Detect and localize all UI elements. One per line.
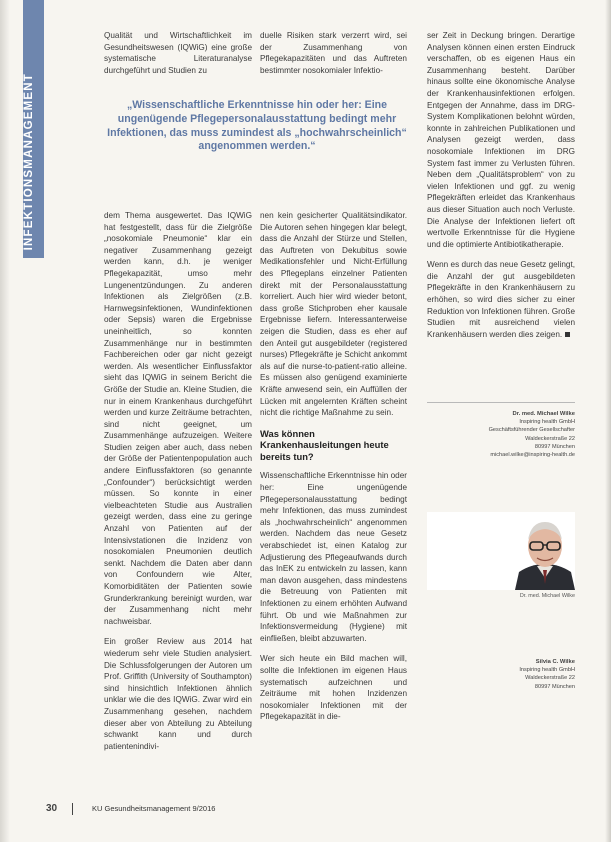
author-line: michael.wilke@inspiring-health.de xyxy=(490,452,575,459)
paragraph: ser Zeit in Deckung bringen. Derartige Analysen können einen ersten Eindruck verschaffen, ob es eigenen Haus ein Zusammenhang besteht. Darüber hinaus sollte eine ökonomische Analyse der Krankenhausinfektionen erfolgen. Entgegen der Annahme, dass im DRG-System Komplikationen belohnt würden, konnte in zahlreichen Publikationen und Analysen gezeigt werden, dass nosokomiale Infektionen im DRG System fast immer zu Verlusten führen. Neben dem „Qualitätsproblem“ von zu vielen Infektionen und ggf. zu wenig Pflegekräften erleidet das Krankenhaus aus dieser Situation auch noch Verluste. Die Analyse der Infektionen liefert oft wertvolle Erkenntnisse für die Hygiene und die optimierte Antibiotikatherapie. xyxy=(427,31,575,249)
footer-separator xyxy=(72,803,73,815)
column-1-top xyxy=(104,30,252,85)
page-edge-shadow xyxy=(605,0,611,842)
author-line: 80997 München xyxy=(534,683,575,690)
paragraph: Wer sich heute ein Bild machen will, sollte die Infektionen im eigenen Haus systematisch aufzeichnen und Zeiträume mit hohen Inzidenzen nosokomialer Infektionen mit der Pflegekapazität in die- xyxy=(260,654,407,722)
paragraph: duelle Risiken stark verzerrt wird, sei der Zusammenhang von Pflegekapazitäten und das Auftreten bestimmter nosokomialer Infektio- xyxy=(260,31,407,75)
article-end-mark xyxy=(565,332,570,337)
author-line: Inspiring health GmbH xyxy=(519,419,575,426)
author-line: Inspiring health GmbH xyxy=(519,667,575,674)
portrait-image xyxy=(427,512,575,590)
author-line: Geschäftsführender Gesellschafter xyxy=(488,427,575,434)
page-fold-shadow xyxy=(0,0,10,842)
magazine-issue: KU Gesundheitsmanagement 9/2016 xyxy=(92,804,216,813)
paragraph xyxy=(427,259,575,340)
section-subheading: Was können Krankenhausleitungen heute bereits tun? xyxy=(260,427,389,462)
photo-caption: Dr. med. Michael Wilke xyxy=(519,593,575,599)
column-2 xyxy=(260,210,407,732)
author-info-2 xyxy=(427,658,575,691)
column-3 xyxy=(427,30,575,349)
author-divider xyxy=(427,402,575,403)
author-line: Waldeckerstraße 22 xyxy=(525,435,575,442)
paragraph: dem Thema ausgewertet. Das IQWiG hat festgestellt, dass für die Zielgröße „nosokomiale Pneumonie“ klar ein negativer Zusammenhang gezeigt werden kann, d.h. je weniger Pflegekapazität, umso mehr Lungenentzündungen. Zu anderen Infektionen als Zielgrößen (z.B. Harnwegsinfektionen, Wundinfektionen oder Sepsis) waren die Ergebnisse uneinheitlich, so konnten Zusammenhänge nur in bestimmten Fachbereichen oder gar nicht gezeigt werden. Als wesentlicher Einflussfaktor sieht das IQWiG in seinem Bericht die Größe der Studie an. Kleine Studien, die nur in einem Krankenhaus durchgeführt werden und kurze Zeiträume betrachten, sind nicht geeignet, um Zusammenhänge aufzuzeigen. Weitere Studien zeigen aber auch, dass neben der Größe der Patientenpopulation auch andere Einflussfaktoren (so genannte „Confounder“) berücksichtigt werden müssen. So konnte in einer vielbeachteten Studie aus Australien gezeigt werden, dass eine zu geringe Anzahl von Patienten auf der Intensivstationen die Inzidenz von nosokomialen Pneumonien deutlich senkt. Nachdem die Daten aber dann von Confoundern wie Alter, Komorbiditäten der Patienten sowie Grunderkrankung bereinigt wurden, war der Zusammenhang nicht mehr nachweisbar. xyxy=(104,211,252,626)
paragraph: Ein großer Review aus 2014 hat wiederum sehr viele Studien analysiert. Die Schlussfolgerungen der Autoren um Prof. Griffith (University of Southampton) sind hinsichtlich Infektionen ähnlich unklar wie die des IQWiG. Zwar wird ein Zusammenhang gesehen, nachdem dieser aber von Abteilung zu Abteilung schwankt kann und durch patientenindivi- xyxy=(104,637,252,751)
column-1 xyxy=(104,210,252,761)
author-line: 80997 München xyxy=(534,443,575,450)
section-label-text: INFEKTIONSMANAGEMENT xyxy=(23,72,35,250)
paragraph: Wissenschaftliche Erkenntnisse hin oder her: Eine ungenügende Pflegepersonalausstattung bedingt mehr Infektionen, das muss zumindest als „hochwahrscheinlich“ angenommen werden. Nachdem das neue Gesetz verabschiedet ist, einen Katalog zur Adjustierung des Pflegeaufwands durch das InEK zu entwickeln zu lassen, kann man davon ausgehen, dass mindestens die Betreuung von Patienten mit Infektionen zu einem erhöhten Aufwand führt. Ob und wie Maßnahmen zur Infektionsvermeidung (Hygiene) mit einfließen, bleibt abzuwarten. xyxy=(260,471,407,643)
author-name: Silvia C. Wilke xyxy=(535,659,575,665)
pull-quote: „Wissenschaftliche Erkenntnisse hin oder her: Eine ungenügende Pflegepersonalausstattung bedingt mehr Infektionen, das muss zumindest als „hochwahrscheinlich“ angenommen werden.“ xyxy=(107,99,407,153)
author-photo xyxy=(427,512,575,590)
section-label xyxy=(23,20,44,258)
paragraph: nen kein gesicherter Qualitätsindikator. Die Autoren sehen hingegen klar belegt, dass die Anzahl der Stürze und Stellen, das Auftreten von Dekubitus sowie Medikationsfehler und Nicht-Erfüllung des Pflegeplans einzelner Patienten direkt mit der Personalausstattung korreliert. Auch hier wird wieder betont, dass große Stichproben eher kausale Ergebnisse liefern. Interessanterweise zeigen die Studien, dass es eher auf den Anteil gut ausgebildeter (registered nurses) Pflegekräfte je Schicht ankommt als auf die nurse-to-patient-ratio alleine. Es müssen also genügend examinierte Kräfte anwesend sein, ein Auffüllen der Lücken mit angelernten Kräften scheint nicht die richtige Maßnahme zu sein. xyxy=(260,211,407,418)
author-info-1 xyxy=(427,410,575,459)
page-footer xyxy=(46,803,586,817)
paragraph-text: Wenn es durch das neue Gesetz gelingt, die Anzahl der gut ausgebildeten Pflegekräfte in den Krankenhäusern zu erhöhen, so wird dies sicher zu einer Reduktion von Infektionen führen. Große Studien mit ausreichend vielen Krankenhäusern werden dies zeigen. xyxy=(427,260,575,339)
paragraph: Qualität und Wirtschaftlichkeit im Gesundheitswesen (IQWiG) eine große systematische Literaturanalyse durchgeführt und Studien zu xyxy=(104,31,252,75)
author-name: Dr. med. Michael Wilke xyxy=(512,411,575,417)
column-2-top xyxy=(260,30,407,85)
author-line: Waldeckerstraße 22 xyxy=(525,675,575,682)
page-number: 30 xyxy=(46,803,58,814)
